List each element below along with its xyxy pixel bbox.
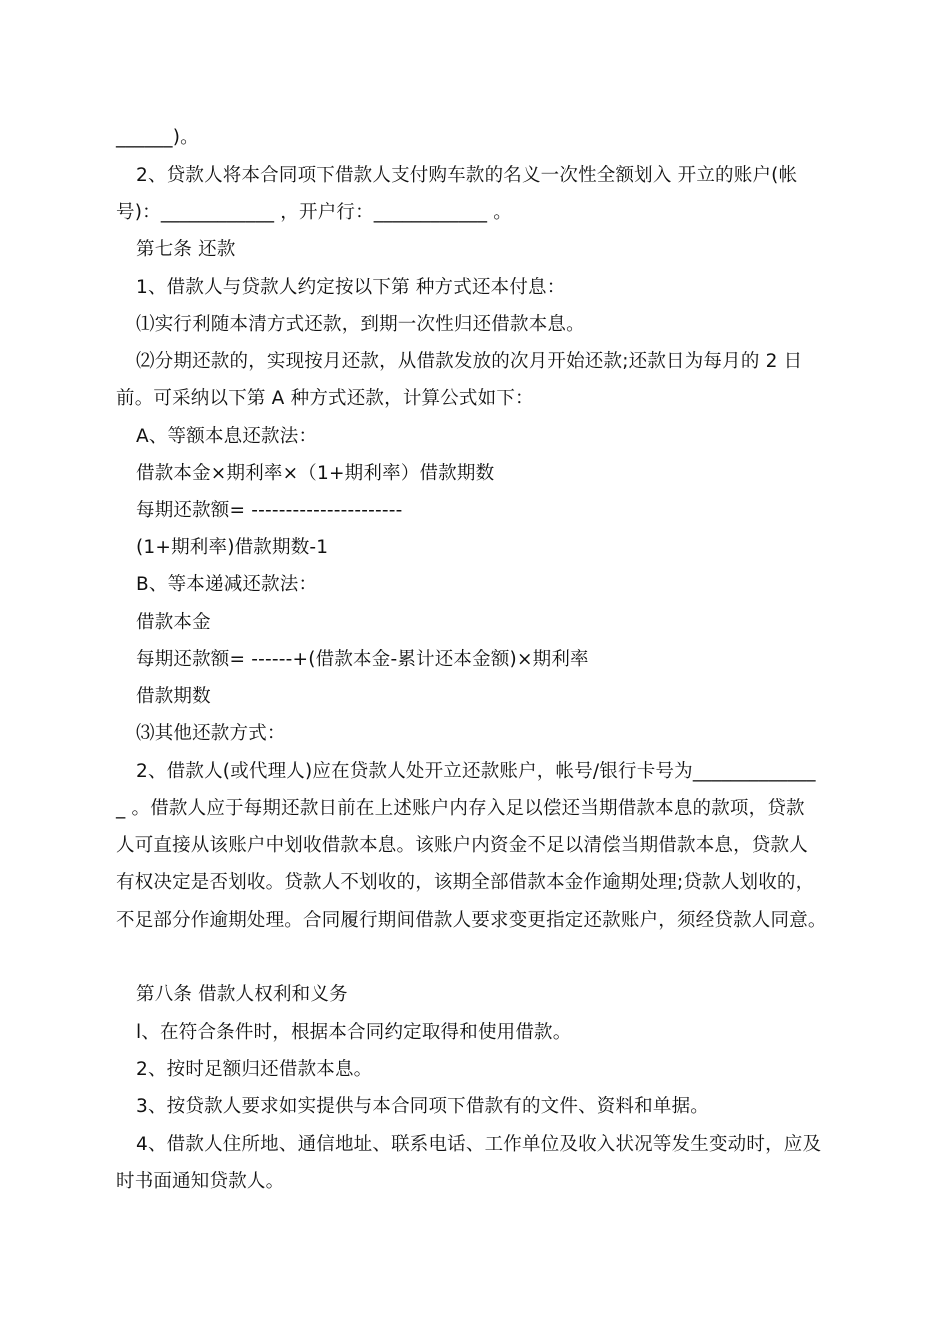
text-line: 人可直接从该账户中划收借款本息。该账户内资金不足以清偿当期借款本息，贷款人 bbox=[116, 835, 808, 856]
text-line: 2、按时足额归还借款本息。 bbox=[136, 1059, 373, 1080]
formula-numerator: 借款本金 bbox=[136, 612, 211, 633]
text-line: 号)：____________ ，开户行：____________ 。 bbox=[116, 202, 512, 223]
formula-numerator: 借款本金×期利率×（1+期利率）借款期数 bbox=[136, 463, 495, 484]
formula-denominator: 借款期数 bbox=[136, 686, 211, 707]
text-line: ______)。 bbox=[116, 127, 199, 148]
section-heading: 第八条 借款人权利和义务 bbox=[136, 984, 348, 1005]
text-line: ⑶其他还款方式： bbox=[136, 723, 286, 744]
formula-line: 每期还款额= ------+(借款本金-累计还本金额)×期利率 bbox=[136, 649, 589, 670]
text-line: 3、按贷款人要求如实提供与本合同项下借款有的文件、资料和单据。 bbox=[136, 1096, 709, 1117]
text-line: 有权决定是否划收。贷款人不划收的，该期全部借款本金作逾期处理;贷款人划收的， bbox=[116, 872, 815, 893]
section-heading: 第七条 还款 bbox=[136, 239, 236, 260]
text-line: 4、借款人住所地、通信地址、联系电话、工作单位及收入状况等发生变动时，应及 bbox=[136, 1134, 822, 1155]
text-line: 不足部分作逾期处理。合同履行期间借款人要求变更指定还款账户，须经贷款人同意。 bbox=[116, 910, 827, 931]
text-line: ⑴实行利随本清方式还款，到期一次性归还借款本息。 bbox=[136, 314, 585, 335]
formula-line: 每期还款额= ---------------------- bbox=[136, 500, 403, 521]
text-line: B、等本递减还款法： bbox=[136, 574, 318, 595]
text-line: 时书面通知贷款人。 bbox=[116, 1171, 285, 1192]
text-line: l、在符合条件时，根据本合同约定取得和使用借款。 bbox=[136, 1022, 572, 1043]
text-line: A、等额本息还款法： bbox=[136, 426, 318, 447]
text-line: 前。可采纳以下第 A 种方式还款，计算公式如下： bbox=[116, 388, 534, 409]
formula-denominator: (1+期利率)借款期数-1 bbox=[136, 537, 329, 558]
text-line: _ 。借款人应于每期还款日前在上述账户内存入足以偿还当期借款本息的款项，贷款 bbox=[116, 798, 805, 819]
text-line: ⑵分期还款的，实现按月还款，从借款发放的次月开始还款;还款日为每月的 2 日 bbox=[136, 351, 803, 372]
text-line: 2、借款人(或代理人)应在贷款人处开立还款账户，帐号/银行卡号为_____________ bbox=[136, 761, 816, 782]
text-line: 1、借款人与贷款人约定按以下第 种方式还本付息： bbox=[136, 277, 566, 298]
text-line: 2、贷款人将本合同项下借款人支付购车款的名义一次性全额划入 开立的账户(帐 bbox=[136, 165, 798, 186]
